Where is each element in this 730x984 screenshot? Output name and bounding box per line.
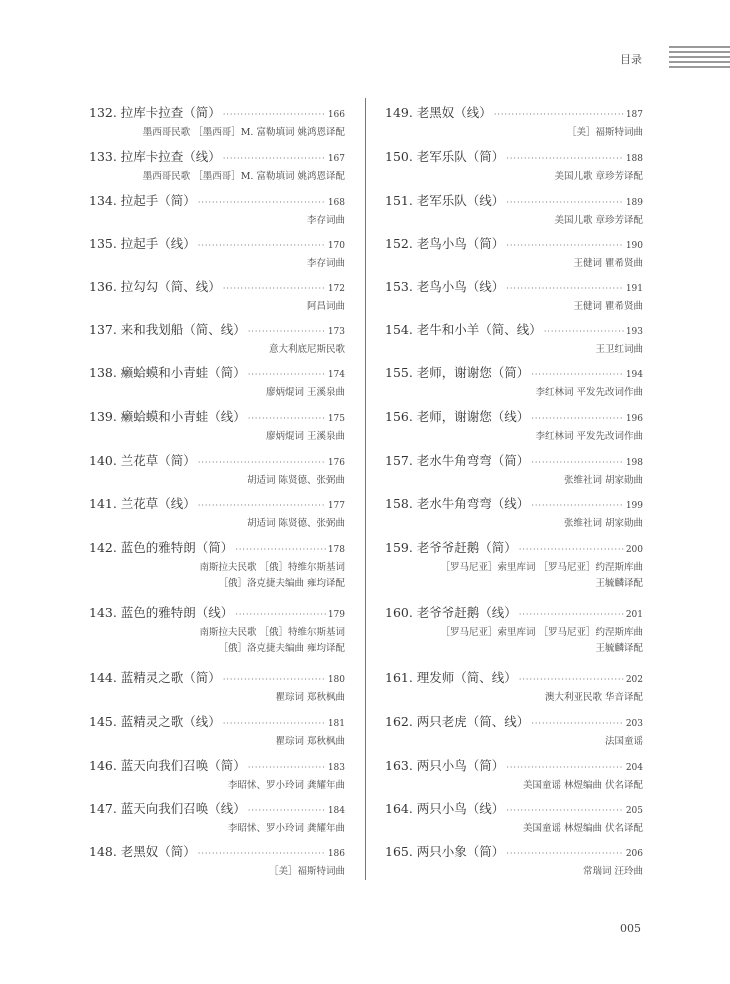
dot-leader xyxy=(506,241,624,250)
toc-entry-credit: 瞿琮词 郑秋枫曲 xyxy=(275,736,345,747)
toc-entry-page: 170 xyxy=(327,241,345,251)
toc-entry[interactable] xyxy=(89,363,345,400)
toc-entry[interactable] xyxy=(89,451,345,488)
toc-entry-title: 134. 拉起手（简） xyxy=(89,193,196,208)
toc-entry-credit: 瞿琮词 郑秋枫曲 xyxy=(275,692,345,703)
toc-entry-credit: 李昭怵、罗小玲词 龚耀年曲 xyxy=(227,780,345,791)
dot-leader xyxy=(531,719,624,728)
toc-entry-title: 147. 蓝天向我们召唤（线） xyxy=(89,801,246,816)
toc-entry-title-line xyxy=(385,320,643,337)
toc-entry-page: 175 xyxy=(327,414,345,424)
toc-entry-title-line xyxy=(385,712,643,729)
toc-entry-title-line xyxy=(385,842,643,859)
toc-entry-title-line xyxy=(89,363,345,380)
toc-entry[interactable] xyxy=(89,799,345,836)
dot-leader xyxy=(235,545,326,554)
toc-entry-credit: 胡适词 陈贤德、张弼曲 xyxy=(246,518,345,529)
dot-leader xyxy=(506,284,624,293)
dot-leader xyxy=(531,370,624,379)
dot-leader xyxy=(531,458,624,467)
toc-entry-title: 151. 老军乐队（线） xyxy=(385,193,505,208)
toc-entry-title-line xyxy=(89,451,345,468)
toc-entry-title: 155. 老师，谢谢您（简） xyxy=(385,365,530,380)
page-number: 005 xyxy=(620,922,641,935)
dot-leader xyxy=(198,501,326,510)
dot-leader xyxy=(506,154,624,163)
toc-entry-page: 183 xyxy=(327,763,345,773)
dot-leader xyxy=(223,154,326,163)
toc-entry[interactable] xyxy=(89,277,345,314)
toc-entry-title-line xyxy=(89,712,345,729)
toc-entry-title: 142. 蓝色的雅特朗（简） xyxy=(89,540,234,555)
dot-leader xyxy=(235,610,326,619)
toc-entry-page: 200 xyxy=(625,545,643,555)
toc-entry-page: 191 xyxy=(625,284,643,294)
toc-entry-title: 154. 老牛和小羊（简、线） xyxy=(385,322,542,337)
toc-entry-title: 165. 两只小象（简） xyxy=(385,844,505,859)
toc-entry-credit: ［罗马尼亚］索里库词 ［罗马尼亚］约涅斯库曲 xyxy=(440,562,643,573)
toc-entry[interactable] xyxy=(89,407,345,444)
toc-entry-credit: 王毓麟译配 xyxy=(595,578,643,589)
toc-entry-page: 166 xyxy=(327,110,345,120)
toc-entry-title: 148. 老黑奴（简） xyxy=(89,844,196,859)
toc-entry-title: 137. 来和我划船（简、线） xyxy=(89,322,246,337)
toc-entry-title: 160. 老爷爷赶鹅（线） xyxy=(385,605,517,620)
toc-entry-page: 172 xyxy=(327,284,345,294)
toc-entry-title-line xyxy=(385,147,643,164)
toc-entry-title: 146. 蓝天向我们召唤（简） xyxy=(89,758,246,773)
toc-entry-credit: 张维社词 胡家勋曲 xyxy=(563,518,643,529)
toc-entry[interactable] xyxy=(385,842,643,879)
toc-entry-credit: 李昭怵、罗小玲词 龚耀年曲 xyxy=(227,823,345,834)
toc-entry-credit: 美国儿歌 章珍芳译配 xyxy=(554,215,643,226)
toc-entry-title-line xyxy=(385,494,643,511)
toc-entry-title: 143. 蓝色的雅特朗（线） xyxy=(89,605,234,620)
toc-entry-title-line xyxy=(89,147,345,164)
toc-entry[interactable] xyxy=(89,191,345,228)
toc-entry-title-line xyxy=(89,234,345,251)
toc-entry[interactable] xyxy=(89,668,345,705)
toc-entry[interactable] xyxy=(385,103,643,140)
toc-entry-page: 179 xyxy=(327,610,345,620)
toc-entry-title: 150. 老军乐队（简） xyxy=(385,149,505,164)
toc-entry-credit: 南斯拉夫民歌 ［俄］特维尔斯基词 xyxy=(199,562,345,573)
toc-entry-title: 140. 兰花草（简） xyxy=(89,453,196,468)
toc-entry-credit: 阿昌词曲 xyxy=(306,301,345,312)
toc-entry-credit: 廖炳焜词 王溪泉曲 xyxy=(265,431,345,442)
dot-leader xyxy=(248,414,326,423)
toc-entry-title: 157. 老水牛角弯弯（简） xyxy=(385,453,530,468)
toc-entry-title: 164. 两只小鸟（线） xyxy=(385,801,505,816)
dot-leader xyxy=(248,370,326,379)
toc-entry-page: 190 xyxy=(625,241,643,251)
toc-entry-page: 206 xyxy=(625,849,643,859)
toc-entry[interactable] xyxy=(89,147,345,184)
toc-entry-title-line xyxy=(385,407,643,424)
toc-entry-title-line xyxy=(89,603,345,620)
toc-entry-credit: 胡适词 陈贤德、张弼曲 xyxy=(246,475,345,486)
toc-entry-credit: 张维社词 胡家勋曲 xyxy=(563,475,643,486)
toc-entry-title-line xyxy=(385,668,643,685)
toc-entry-credit: ［俄］洛克捷夫编曲 雍均译配 xyxy=(218,578,345,589)
toc-entry-title-line xyxy=(89,407,345,424)
toc-entry[interactable] xyxy=(385,191,643,228)
toc-entry-title-line xyxy=(385,451,643,468)
toc-entry-credit: 美国儿歌 章珍芳译配 xyxy=(554,171,643,182)
dot-leader xyxy=(248,763,326,772)
toc-entry[interactable] xyxy=(385,538,643,591)
toc-entry[interactable] xyxy=(89,103,345,140)
toc-entry-page: 202 xyxy=(625,675,643,685)
toc-entry-title-line xyxy=(89,842,345,859)
toc-entry-page: 205 xyxy=(625,806,643,816)
toc-entry-page: 167 xyxy=(327,154,345,164)
toc-entry-page: 186 xyxy=(327,849,345,859)
toc-entry-title: 138. 癞蛤蟆和小青蛙（简） xyxy=(89,365,246,380)
toc-entry-title: 153. 老鸟小鸟（线） xyxy=(385,279,505,294)
toc-entry-credit: 王健词 瞿希贤曲 xyxy=(573,258,643,269)
toc-entry-title-line xyxy=(89,277,345,294)
toc-entry-title-line xyxy=(385,103,643,120)
toc-entry-credit: 美国童谣 林煜编曲 伏名译配 xyxy=(522,780,643,791)
toc-entry-title-line xyxy=(385,538,643,555)
toc-entry-page: 184 xyxy=(327,806,345,816)
toc-entry-credit: 王健词 瞿希贤曲 xyxy=(573,301,643,312)
toc-entry-page: 199 xyxy=(625,501,643,511)
toc-entry-title-line xyxy=(89,538,345,555)
toc-entry[interactable] xyxy=(89,320,345,357)
toc-entry-credit: 法国童谣 xyxy=(604,736,643,747)
toc-entry-page: 201 xyxy=(625,610,643,620)
toc-entry-title: 159. 老爷爷赶鹅（简） xyxy=(385,540,517,555)
toc-entry[interactable] xyxy=(385,234,643,271)
toc-entry-credit: 澳大利亚民歌 华音译配 xyxy=(544,692,643,703)
dot-leader xyxy=(519,610,624,619)
toc-entry-title-line xyxy=(385,234,643,251)
toc-entry[interactable] xyxy=(89,538,345,591)
toc-entry-credit: 意大利底尼斯民歌 xyxy=(268,344,345,355)
dot-leader xyxy=(223,675,326,684)
dot-leader xyxy=(198,241,326,250)
dot-leader xyxy=(506,849,624,858)
toc-entry-page: 173 xyxy=(327,327,345,337)
toc-entry-credit: ［美］福斯特词曲 xyxy=(566,127,643,138)
toc-entry-page: 203 xyxy=(625,719,643,729)
toc-entry[interactable] xyxy=(385,668,643,705)
toc-entry-title: 139. 癞蛤蟆和小青蛙（线） xyxy=(89,409,246,424)
toc-entry[interactable] xyxy=(385,756,643,793)
toc-entry-title-line xyxy=(89,103,345,120)
toc-entry-title: 135. 拉起手（线） xyxy=(89,236,196,251)
toc-entry[interactable] xyxy=(385,494,643,531)
dot-leader xyxy=(506,198,624,207)
toc-entry-page: 168 xyxy=(327,198,345,208)
dot-leader xyxy=(544,327,624,336)
toc-entry-page: 196 xyxy=(625,414,643,424)
toc-entry[interactable] xyxy=(385,712,643,749)
toc-entry-credit: 王毓麟译配 xyxy=(595,643,643,654)
toc-entry[interactable] xyxy=(385,363,643,400)
toc-entry-title: 132. 拉库卡拉查（简） xyxy=(89,105,221,120)
toc-entry-page: 187 xyxy=(625,110,643,120)
header-section-label: 目录 xyxy=(620,53,642,66)
toc-entry-title-line xyxy=(89,799,345,816)
toc-entry-title-line xyxy=(89,756,345,773)
dot-leader xyxy=(248,327,326,336)
dot-leader xyxy=(531,414,624,423)
toc-entry[interactable] xyxy=(385,799,643,836)
toc-entry[interactable] xyxy=(89,234,345,271)
toc-entry[interactable] xyxy=(385,277,643,314)
toc-entry-title: 133. 拉库卡拉查（线） xyxy=(89,149,221,164)
toc-entry[interactable] xyxy=(89,712,345,749)
toc-entry-title-line xyxy=(89,320,345,337)
toc-entry-title: 149. 老黑奴（线） xyxy=(385,105,492,120)
toc-entry-credit: ［美］福斯特词曲 xyxy=(268,866,345,877)
toc-entry-title: 161. 理发师（简、线） xyxy=(385,670,517,685)
toc-entry-credit: ［罗马尼亚］索里库词 ［罗马尼亚］约涅斯库曲 xyxy=(440,627,643,638)
toc-entry-page: 177 xyxy=(327,501,345,511)
toc-entry-title: 144. 蓝精灵之歌（简） xyxy=(89,670,221,685)
toc-entry[interactable] xyxy=(89,603,345,656)
toc-entry-page: 194 xyxy=(625,370,643,380)
toc-entry-page: 176 xyxy=(327,458,345,468)
column-divider xyxy=(365,98,366,880)
toc-entry-credit: 常瑞词 汪玲曲 xyxy=(582,866,643,877)
toc-entry-title-line xyxy=(385,603,643,620)
toc-entry-title-line xyxy=(89,191,345,208)
dot-leader xyxy=(494,110,624,119)
toc-entry-credit: 李存词曲 xyxy=(306,258,345,269)
toc-entry-title-line xyxy=(385,191,643,208)
toc-entry[interactable] xyxy=(385,320,643,357)
toc-entry[interactable] xyxy=(89,756,345,793)
dot-leader xyxy=(223,110,326,119)
toc-entry[interactable] xyxy=(385,451,643,488)
toc-entry-title: 162. 两只老虎（简、线） xyxy=(385,714,530,729)
header-decoration-bars xyxy=(669,46,730,71)
toc-entry-title: 136. 拉勾勾（简、线） xyxy=(89,279,221,294)
toc-entry-title-line xyxy=(89,668,345,685)
toc-entry-title-line xyxy=(385,756,643,773)
dot-leader xyxy=(506,763,624,772)
toc-entry-page: 193 xyxy=(625,327,643,337)
toc-entry-title: 156. 老师，谢谢您（线） xyxy=(385,409,530,424)
dot-leader xyxy=(198,849,326,858)
toc-entry-credit: 墨西哥民歌 ［墨西哥］M. 富勒填词 姚鸿恩译配 xyxy=(142,171,345,182)
dot-leader xyxy=(519,545,624,554)
toc-entry-title-line xyxy=(89,494,345,511)
toc-entry[interactable] xyxy=(89,842,345,879)
toc-entry-title: 158. 老水牛角弯弯（线） xyxy=(385,496,530,511)
dot-leader xyxy=(531,501,624,510)
toc-entry-title: 163. 两只小鸟（简） xyxy=(385,758,505,773)
dot-leader xyxy=(519,675,624,684)
toc-entry-page: 198 xyxy=(625,458,643,468)
dot-leader xyxy=(198,198,326,207)
toc-entry-credit: 王卫红词曲 xyxy=(595,344,643,355)
dot-leader xyxy=(248,806,326,815)
toc-entry-credit: 李红林词 平发先改词作曲 xyxy=(535,431,643,442)
toc-entry-credit: 南斯拉夫民歌 ［俄］特维尔斯基词 xyxy=(199,627,345,638)
toc-entry-credit: 墨西哥民歌 ［墨西哥］M. 富勒填词 姚鸿恩译配 xyxy=(142,127,345,138)
toc-entry[interactable] xyxy=(385,407,643,444)
toc-entry-credit: 美国童谣 林煜编曲 伏名译配 xyxy=(522,823,643,834)
toc-entry[interactable] xyxy=(385,147,643,184)
toc-entry[interactable] xyxy=(89,494,345,531)
toc-entry-title-line xyxy=(385,277,643,294)
toc-entry-title-line xyxy=(385,363,643,380)
dot-leader xyxy=(506,806,624,815)
toc-entry-page: 204 xyxy=(625,763,643,773)
dot-leader xyxy=(223,719,326,728)
toc-entry-page: 180 xyxy=(327,675,345,685)
toc-entry-page: 174 xyxy=(327,370,345,380)
toc-entry-page: 181 xyxy=(327,719,345,729)
dot-leader xyxy=(198,458,326,467)
toc-entry-credit: ［俄］洛克捷夫编曲 雍均译配 xyxy=(218,643,345,654)
toc-entry-page: 189 xyxy=(625,198,643,208)
toc-entry-page: 188 xyxy=(625,154,643,164)
toc-entry-page: 178 xyxy=(327,545,345,555)
toc-entry-title: 145. 蓝精灵之歌（线） xyxy=(89,714,221,729)
toc-entry-credit: 李红林词 平发先改词作曲 xyxy=(535,387,643,398)
toc-entry-credit: 李存词曲 xyxy=(306,215,345,226)
toc-entry[interactable] xyxy=(385,603,643,656)
toc-entry-title: 141. 兰花草（线） xyxy=(89,496,196,511)
toc-entry-title-line xyxy=(385,799,643,816)
toc-entry-title: 152. 老鸟小鸟（简） xyxy=(385,236,505,251)
dot-leader xyxy=(223,284,326,293)
toc-entry-credit: 廖炳焜词 王溪泉曲 xyxy=(265,387,345,398)
